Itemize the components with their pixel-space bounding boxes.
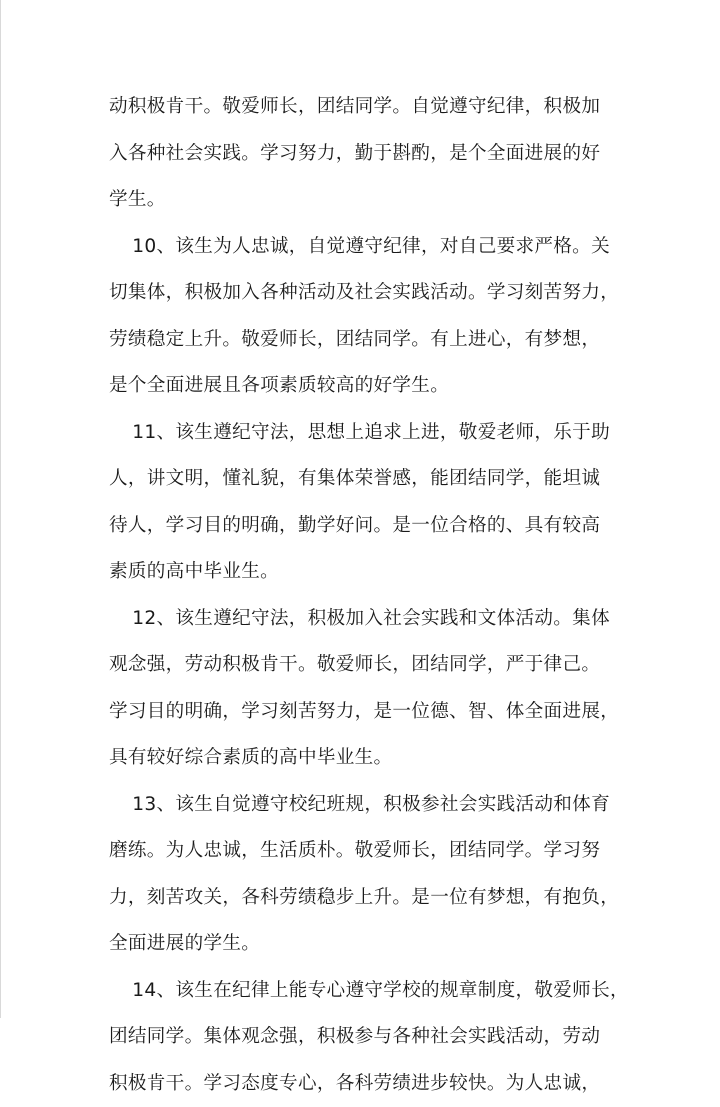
paragraph-12 [109,596,617,782]
text-line: 人，讲文明，懂礼貌，有集体荣誉感，能团结同学，能坦诚 [109,456,617,503]
text-line: 12、该生遵纪守法，积极加入社会实践和文体活动。集体 [109,596,617,643]
text-line: 13、该生自觉遵守校纪班规，积极参社会实践活动和体育 [109,782,617,829]
paragraph-14 [109,968,617,1107]
text-line: 团结同学。集体观念强，积极参与各种社会实践活动，劳动 [109,1014,617,1061]
text-line: 14、该生在纪律上能专心遵守学校的规章制度，敬爱师长， [109,968,617,1015]
paragraph-11 [109,410,617,596]
text-line: 11、该生遵纪守法，思想上追求上进，敬爱老师，乐于助 [109,410,617,457]
text-line: 动积极肯干。敬爱师长，团结同学。自觉遵守纪律，积极加 [109,84,617,131]
text-line: 全面进展的学生。 [109,921,617,968]
text-line: 积极肯干。学习态度专心，各科劳绩进步较快。为人忠诚， [109,1061,617,1107]
text-line: 具有较好综合素质的高中毕业生。 [109,735,617,782]
paragraph-13 [109,782,617,968]
text-line: 切集体，积极加入各种活动及社会实践活动。学习刻苦努力， [109,270,617,317]
paragraph-continued [109,84,617,224]
text-line: 观念强，劳动积极肯干。敬爱师长，团结同学，严于律己。 [109,642,617,689]
text-line: 磨练。为人忠诚，生活质朴。敬爱师长，团结同学。学习努 [109,828,617,875]
text-line: 素质的高中毕业生。 [109,549,617,596]
text-line: 入各种社会实践。学习努力，勤于斟酌，是个全面进展的好 [109,131,617,178]
text-line: 待人，学习目的明确，勤学好问。是一位合格的、具有较高 [109,503,617,550]
text-line: 学生。 [109,177,617,224]
text-line: 10、该生为人忠诚，自觉遵守纪律，对自己要求严格。关 [109,224,617,271]
text-line: 力，刻苦攻关，各科劳绩稳步上升。是一位有梦想，有抱负， [109,875,617,922]
text-line: 学习目的明确，学习刻苦努力，是一位德、智、体全面进展， [109,689,617,736]
text-line: 劳绩稳定上升。敬爱师长，团结同学。有上进心，有梦想， [109,317,617,364]
text-line: 是个全面进展且各项素质较高的好学生。 [109,363,617,410]
paragraph-10 [109,224,617,410]
document-body [109,84,617,1107]
